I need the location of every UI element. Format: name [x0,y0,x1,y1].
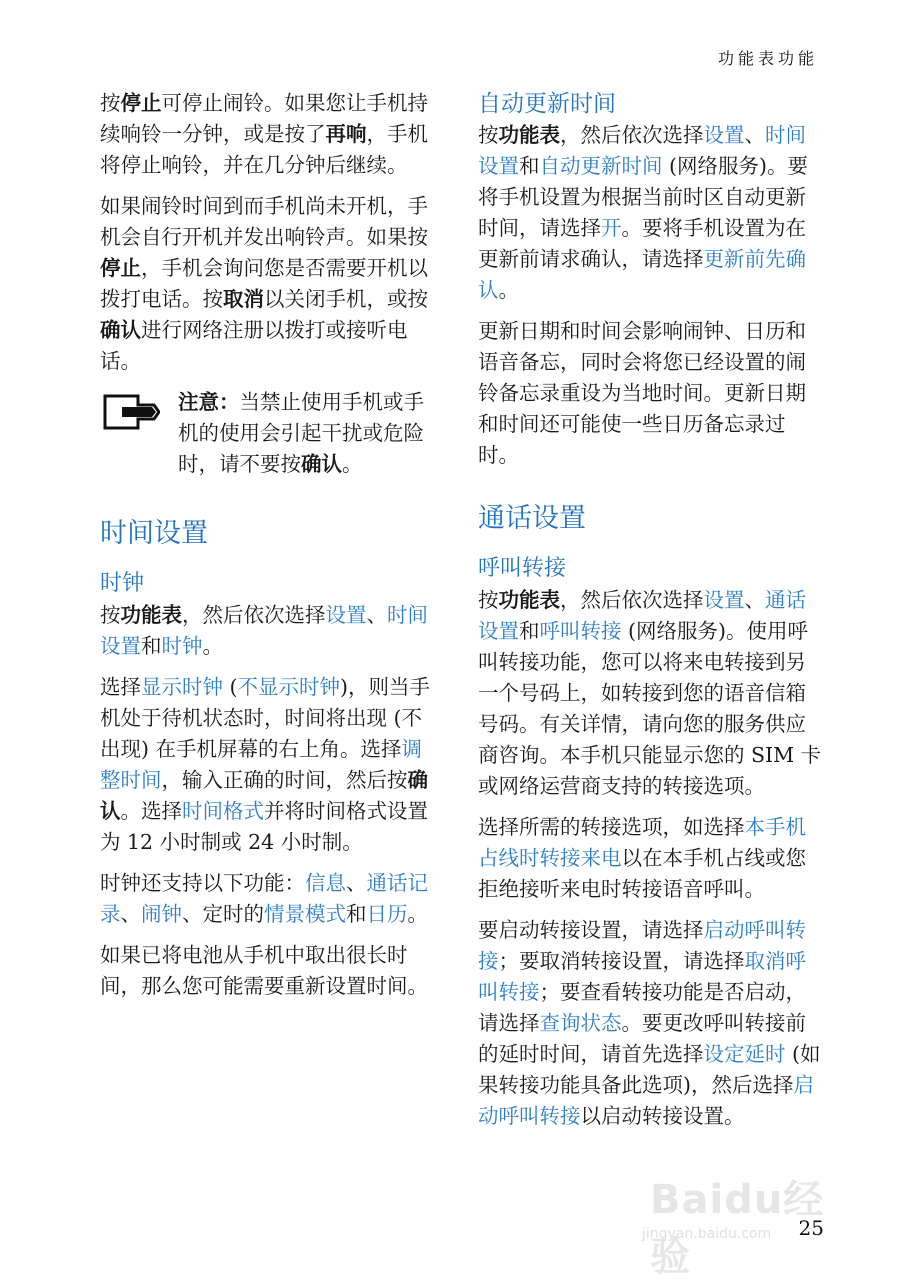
clock-display-paragraph: 选择显示时钟 (不显示时钟)，则当手机处于待机状态时，时间将出现 (不出现) 在手机屏幕的右上角。选择调整时间，输入正确的时间，然后按确认。选择时间格式并将时间格式设置为 12 小时制或 24 小时制。 [100,675,431,854]
section-title-call-settings: 通话设置 [478,503,586,534]
right-column [478,88,823,1142]
forwarding-activate-paragraph: 要启动转接设置，请选择启动呼叫转接；要取消转接设置，请选择取消呼叫转接；要查看转接功能是否启动，请选择查询状态。要更改呼叫转接前的延时时间，请首先选择设定延时 (如果转接功能具备此选项)，然后选择启动呼叫转接以启动转接设置。 [478,918,821,1128]
subsection-title-auto-update: 自动更新时间 [478,91,616,117]
watermark-url: jingyan.baidu.com [642,1226,772,1242]
alarm-poweroff-paragraph: 如果闹铃时间到而手机尚未开机，手机会自行开机并发出响铃声。如果按停止，手机会询问您是否需要开机以拨打电话。按取消以关闭手机，或按确认进行网络注册以拨打或接听电话。 [100,194,428,373]
auto-update-paragraph: 按功能表，然后依次选择设置、时间设置和自动更新时间 (网络服务)。要将手机设置为根据当前时区自动更新时间，请选择开。要将手机设置为在更新前请求确认，请选择更新前先确认。 [478,123,809,302]
note-hand-icon [102,393,160,431]
alarm-stop-paragraph: 按停止可停止闹铃。如果您让手机持续响铃一分钟，或是按了再响，手机将停止响铃，并在几分钟后继续。 [100,91,428,177]
watermark-brand: Baidu经验 [650,1177,825,1280]
note-block [100,387,440,480]
note-text: 注意：当禁止使用手机或手机的使用会引起干扰或危险时，请不要按确认。 [178,390,424,476]
left-column [100,88,440,1012]
page-header-title: 功能表功能 [717,49,818,68]
forwarding-option-paragraph: 选择所需的转接选项，如选择本手机占线时转接来电以在本手机占线或您拒绝接听来电时转接语音呼叫。 [478,815,806,901]
section-title-time-settings: 时间设置 [100,518,208,549]
subsection-title-call-forwarding: 呼叫转接 [478,556,567,581]
page-number: 25 [798,1216,824,1240]
clock-menu-path-paragraph: 按功能表，然后依次选择设置、时间设置和时钟。 [100,603,428,658]
subsection-title-clock: 时钟 [100,571,145,596]
clock-features-paragraph: 时钟还支持以下功能：信息、通话记录、闹钟、定时的情景模式和日历。 [100,871,428,926]
update-effect-paragraph: 更新日期和时间会影响闹钟、日历和语音备忘，同时会将您已经设置的闹铃备忘录重设为当地时间。更新日期和时间还可能使一些日历备忘录过时。 [478,319,806,467]
battery-reset-paragraph: 如果已将电池从手机中取出很长时间，那么您可能需要重新设置时间。 [100,943,428,998]
call-forwarding-paragraph: 按功能表，然后依次选择设置、通话设置和呼叫转接 (网络服务)。使用呼叫转接功能，您可以将来电转接到另一个号码上，如转接到您的语音信箱号码。有关详情，请向您的服务供应商咨询。本手机只能显示您的 SIM 卡或网络运营商支持的转接选项。 [478,588,822,798]
